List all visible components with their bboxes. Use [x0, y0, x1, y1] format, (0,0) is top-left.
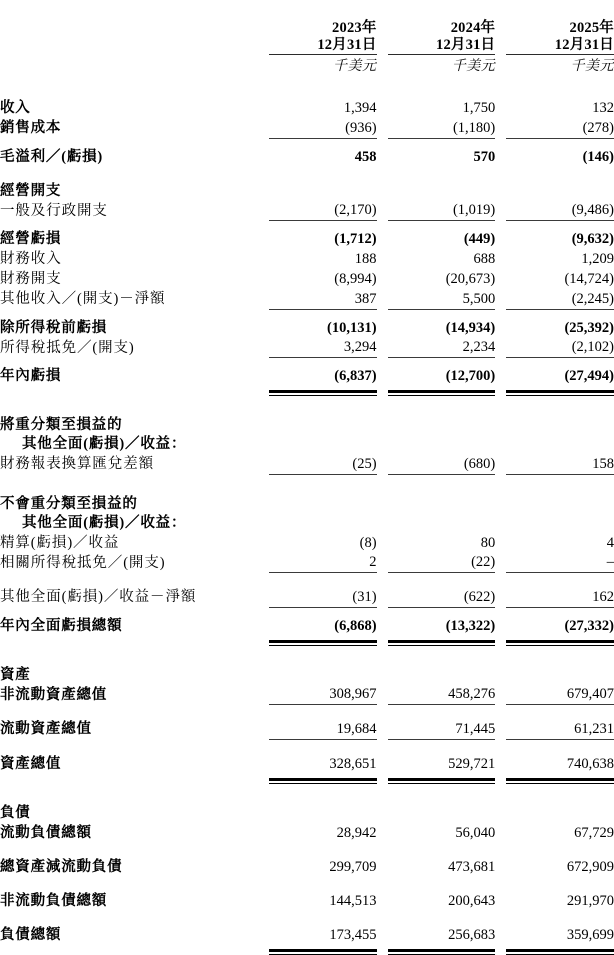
row-label-operating-expenses: 經營開支 — [0, 181, 261, 201]
table-row-noreclass-heading-1 — [0, 495, 614, 514]
finance-income-2025: 1,209 — [581, 251, 614, 267]
table-row-operating-expenses-heading — [0, 181, 614, 201]
table-row-fx-translation — [0, 454, 614, 474]
table-row-liabilities-heading — [0, 804, 614, 823]
loss-for-year-2023: (6,837) — [334, 368, 377, 384]
gross-profit-2024: 570 — [473, 148, 496, 165]
table-row-non-current-liabilities — [0, 891, 614, 911]
column-header-year-2025: 2025年 — [569, 20, 614, 36]
row-label-cost-of-sales: 銷售成本 — [0, 118, 261, 138]
operating-loss-2024: (449) — [463, 231, 496, 247]
table-row-related-tax — [0, 553, 614, 573]
header-bottom-spacer — [0, 78, 614, 98]
header-year-row — [0, 20, 614, 37]
table-row-cost-of-sales — [0, 118, 614, 138]
finance-income-2024: 688 — [473, 251, 496, 267]
row-label-non-current-liabilities: 非流動負債總額 — [0, 891, 261, 911]
row-label-total-liabilities: 負債總額 — [0, 925, 261, 945]
cost-of-sales-2023: (936) — [345, 119, 377, 136]
row-label-noreclass-heading-1: 不會重分類至損益的 — [0, 495, 138, 512]
table-row-current-assets — [0, 719, 614, 739]
row-label-operating-loss: 經營虧損 — [0, 229, 261, 249]
table-row-total-assets — [0, 754, 614, 774]
loss-for-year-2024: (12,700) — [445, 368, 496, 384]
table-row-noreclass-heading-2 — [0, 514, 614, 533]
row-label-finance-expenses: 財務開支 — [0, 269, 261, 289]
row-label-income-tax: 所得稅抵免／(開支) — [0, 338, 261, 358]
total-liabilities-2025: 359,699 — [566, 926, 614, 943]
table-row-admin-expenses — [0, 201, 614, 221]
header-top-spacer — [0, 0, 614, 20]
table-row-reclass-heading-2 — [0, 435, 614, 454]
total-liabilities-2024: 256,683 — [448, 926, 496, 943]
column-header-date-2025: 12月31日 — [554, 37, 614, 53]
table-row-oci-net — [0, 587, 614, 607]
finance-expenses-2023: (8,994) — [334, 271, 377, 287]
row-label-gross-profit: 毛溢利／(虧損) — [0, 147, 261, 167]
loss-before-tax-2024: (14,934) — [445, 319, 496, 336]
table-row-loss-for-year — [0, 366, 614, 386]
table-row-reclass-heading-1 — [0, 416, 614, 435]
table-row-loss-before-tax — [0, 318, 614, 338]
row-label-related-tax: 相關所得稅抵免／(開支) — [0, 553, 261, 573]
row-label-loss-before-tax: 除所得稅前虧損 — [0, 318, 261, 338]
total-ci-loss-2024: (13,322) — [445, 617, 496, 634]
column-unit-2025: 千美元 — [506, 55, 614, 79]
table-row-total-liabilities — [0, 925, 614, 945]
admin-expenses-2025: (9,486) — [571, 202, 614, 218]
admin-expenses-2024: (1,019) — [452, 202, 496, 218]
row-label-total-ci-loss: 年內全面虧損總額 — [0, 616, 261, 636]
income-tax-2023: 3,294 — [343, 339, 377, 355]
related-tax-2024: (22) — [471, 554, 496, 570]
total-liabilities-2023: 173,455 — [329, 926, 377, 943]
revenue-2025: 132 — [592, 100, 614, 116]
cost-of-sales-2025: (278) — [582, 119, 614, 136]
row-label-reclass-heading-1: 將重分類至損益的 — [0, 417, 123, 433]
gross-profit-2025: (146) — [582, 148, 614, 165]
row-label-admin-expenses: 一般及行政開支 — [0, 201, 261, 221]
current-assets-2025: 61,231 — [574, 720, 614, 737]
column-header-date-2023: 12月31日 — [317, 37, 377, 53]
revenue-2024: 1,750 — [462, 100, 496, 116]
total-ci-loss-2023: (6,868) — [334, 617, 377, 634]
table-row-operating-loss — [0, 229, 614, 249]
row-label-actuarial: 精算(虧損)／收益 — [0, 533, 261, 553]
loss-before-tax-2025: (25,392) — [564, 319, 614, 336]
non-current-assets-2025: 679,407 — [566, 686, 614, 702]
actuarial-2025: 4 — [606, 534, 614, 551]
actuarial-2023: (8) — [359, 534, 377, 551]
finance-income-2023: 188 — [354, 251, 377, 267]
column-unit-2024: 千美元 — [388, 55, 495, 79]
assets-less-cl-2025: 672,909 — [566, 858, 614, 875]
table-row-finance-expenses — [0, 269, 614, 289]
table-row-income-tax — [0, 338, 614, 358]
fx-translation-2023: (25) — [352, 455, 377, 472]
row-label-finance-income: 財務收入 — [0, 249, 261, 269]
non-current-assets-2023: 308,967 — [329, 686, 377, 702]
oci-net-2023: (31) — [352, 588, 377, 605]
income-tax-2025: (2,102) — [571, 339, 614, 355]
column-header-year-2024: 2024年 — [450, 20, 496, 36]
total-assets-2023: 328,651 — [329, 755, 377, 772]
income-tax-2024: 2,234 — [462, 339, 496, 355]
finance-expenses-2025: (14,724) — [564, 271, 614, 287]
row-label-loss-for-year: 年內虧損 — [0, 366, 261, 386]
non-current-liabilities-2025: 291,970 — [566, 892, 614, 909]
row-label-assets-heading: 資產 — [0, 666, 31, 683]
row-label-noreclass-heading-2: 其他全面(虧損)／收益： — [22, 514, 187, 531]
non-current-assets-2024: 458,276 — [448, 686, 496, 702]
row-label-reclass-heading-2: 其他全面(虧損)／收益： — [22, 436, 187, 452]
current-assets-2024: 71,445 — [455, 720, 496, 737]
table-row-non-current-assets — [0, 685, 614, 705]
other-income-net-2025: (2,245) — [571, 290, 614, 307]
operating-loss-2025: (9,632) — [571, 231, 614, 247]
total-assets-2024: 529,721 — [448, 755, 496, 772]
gross-profit-2023: 458 — [354, 148, 377, 165]
table-row-assets-less-cl — [0, 857, 614, 877]
table-row-other-income-net — [0, 289, 614, 309]
fx-translation-2025: 158 — [592, 455, 614, 472]
table-row-total-ci-loss — [0, 616, 614, 636]
other-income-net-2024: 5,500 — [462, 290, 496, 307]
table-row-gross-profit — [0, 147, 614, 167]
loss-for-year-2025: (27,494) — [564, 368, 614, 384]
header-date-row — [0, 37, 614, 55]
column-unit-2023: 千美元 — [269, 55, 376, 79]
admin-expenses-2023: (2,170) — [334, 202, 377, 218]
row-label-other-income-net: 其他收入／(開支)－淨額 — [0, 289, 261, 309]
total-ci-loss-2025: (27,332) — [564, 617, 614, 634]
related-tax-2023: 2 — [369, 554, 377, 570]
table-row-finance-income — [0, 249, 614, 269]
cost-of-sales-2024: (1,180) — [452, 119, 496, 136]
row-label-fx-translation: 財務報表換算匯兌差額 — [0, 454, 261, 474]
row-label-total-assets: 資產總值 — [0, 754, 261, 774]
related-tax-2025: – — [606, 554, 614, 570]
total-assets-2025: 740,638 — [566, 755, 614, 772]
current-assets-2023: 19,684 — [336, 720, 377, 737]
other-income-net-2023: 387 — [354, 290, 377, 307]
table-row-revenue — [0, 98, 614, 118]
row-label-oci-net: 其他全面(虧損)／收益－淨額 — [0, 587, 261, 607]
column-header-year-2023: 2023年 — [332, 20, 377, 36]
current-liabilities-2023: 28,942 — [336, 824, 377, 841]
loss-before-tax-2023: (10,131) — [327, 319, 377, 336]
oci-net-2025: 162 — [592, 588, 614, 605]
table-row-current-liabilities — [0, 823, 614, 843]
row-label-revenue: 收入 — [0, 98, 261, 118]
current-liabilities-2025: 67,729 — [574, 824, 614, 841]
non-current-liabilities-2024: 200,643 — [448, 892, 496, 909]
assets-less-cl-2024: 473,681 — [448, 858, 496, 875]
row-label-liabilities-heading: 負債 — [0, 804, 31, 821]
table-row-actuarial — [0, 533, 614, 553]
total-double-rule-total-liabilities — [0, 950, 614, 954]
actuarial-2024: 80 — [480, 534, 496, 551]
non-current-liabilities-2023: 144,513 — [329, 892, 377, 909]
operating-loss-2023: (1,712) — [334, 231, 377, 247]
revenue-2023: 1,394 — [343, 100, 377, 116]
current-liabilities-2024: 56,040 — [455, 824, 496, 841]
fx-translation-2024: (680) — [463, 455, 496, 472]
assets-less-cl-2023: 299,709 — [329, 858, 377, 875]
header-unit-row — [0, 55, 614, 79]
row-label-non-current-assets: 非流動資產總值 — [0, 685, 261, 705]
oci-net-2024: (622) — [463, 588, 496, 605]
row-label-current-liabilities: 流動負債總額 — [0, 823, 261, 843]
finance-expenses-2024: (20,673) — [445, 271, 496, 287]
row-label-assets-less-cl: 總資產減流動負債 — [0, 857, 261, 877]
table-row-assets-heading — [0, 666, 614, 685]
column-header-date-2024: 12月31日 — [436, 37, 496, 53]
row-label-current-assets: 流動資產總值 — [0, 719, 261, 739]
